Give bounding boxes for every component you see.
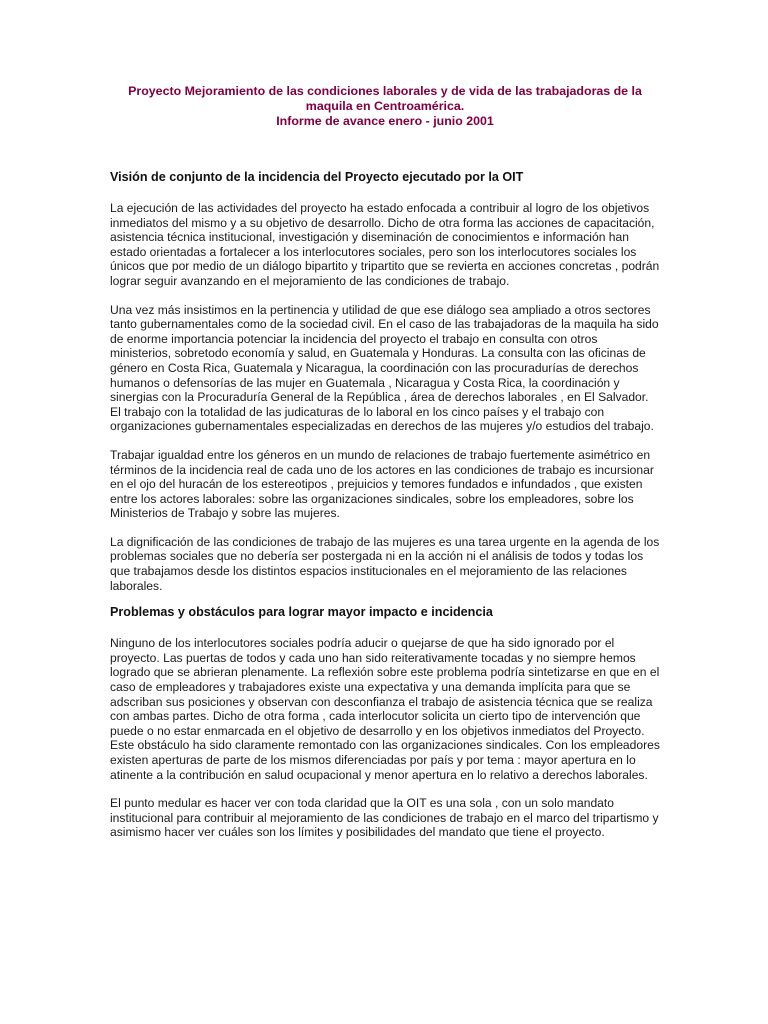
- paragraph-problemas-1: Ninguno de los interlocutores sociales podría aducir o quejarse de que ha sido ignorado por el proyecto. Las puertas de todos y cada uno han sido reiterativamente tocadas y no siempre hemos logrado que se abrieran plenamente. La reflexión sobre este problema podría sintetizarse en que en el caso de empleadores y trabajadores existe una expectativa y una demanda implícita para que se adscriban sus posiciones y observan con desconfianza el trabajo de asistencia técnica que se realiza con ambas partes. Dicho de otra forma , cada interlocutor solicita un cierto tipo de intervención que puede o no estar enmarcada en el objetivo de desarrollo y en los objetivos inmediatos del Proyecto. Este obstáculo ha sido claramente remontado con las organizaciones sindicales. Con los empleadores existen aperturas de parte de los mismos diferenciadas por país y por tema : mayor apertura en lo atinente a la contribución en salud ocupacional y menor apertura en lo relativo a derechos laborales.: [110, 636, 660, 782]
- paragraph-vision-4: La dignificación de las condiciones de trabajo de las mujeres es una tarea urgente en la agenda de los problemas sociales que no debería ser postergada ni en la acción ni el análisis de todos y todas los que trabajamos desde los distintos espacios institucionales en el mejoramiento de las relaciones laborales.: [110, 534, 660, 593]
- document-page: [110, 84, 660, 854]
- title-line-3: Informe de avance enero - junio 2001: [276, 114, 494, 128]
- paragraph-vision-3: Trabajar igualdad entre los géneros en un mundo de relaciones de trabajo fuertemente asimétrico en términos de la incidencia real de cada uno de los actores en las condiciones de trabajo es incursionar en el ojo del huracán de los estereotipos , prejuicios y temores fundados e infundados , que existen entre los actores laborales: sobre las organizaciones sindicales, sobre los empleadores, sobre los Ministerios de Trabajo y sobre las mujeres.: [110, 447, 654, 521]
- paragraph-problemas-2: El punto medular es hacer ver con toda claridad que la OIT es una sola , con un solo mandato institucional para contribuir al mejoramiento de las condiciones de trabajo en el marco del tripartismo y asimismo hacer ver cuáles son los límites y posibilidades del mandato que tiene el proyecto.: [110, 796, 659, 840]
- title-line-2: maquila en Centroamérica.: [305, 99, 465, 113]
- title-line-1: Proyecto Mejoramiento de las condiciones laborales y de vida de las trabajadoras de la: [128, 84, 642, 98]
- document-title: [110, 84, 660, 129]
- section-heading-vision: Visión de conjunto de la incidencia del Proyecto ejecutado por la OIT: [110, 170, 524, 184]
- paragraph-vision-1: La ejecución de las actividades del proyecto ha estado enfocada a contribuir al logro de los objetivos inmediatos del mismo y a su objetivo de desarrollo. Dicho de otra forma las acciones de capacitación, asistencia técnica institucional, investigación y diseminación de conocimientos e información han estado orientadas a fortalecer a los interlocutores sociales, pero son los interlocutores sociales los únicos que por medio de un diálogo bipartito y tripartito que se revierta en acciones concretas , podrán lograr seguir avanzando en el mejoramiento de las condiciones de trabajo.: [110, 201, 660, 288]
- section-heading-problemas: Problemas y obstáculos para lograr mayor impacto e incidencia: [110, 605, 493, 620]
- paragraph-vision-2: Una vez más insistimos en la pertinencia y utilidad de que ese diálogo sea ampliado a otros sectores tanto gubernamentales como de la sociedad civil. En el caso de las trabajadoras de la maquila ha sido de enorme importancia potenciar la incidencia del proyecto el trabajo en consulta con otros ministerios, sobretodo economía y salud, en Guatemala y Honduras. La consulta con las oficinas de género en Costa Rica, Guatemala y Nicaragua, la coordinación con las procuradurías de derechos humanos o defensorías de las mujer en Guatemala , Nicaragua y Costa Rica, la coordinación y sinergias con la Procuraduría General de la República , área de derechos laborales , en El Salvador. El trabajo con la totalidad de las judicaturas de lo laboral en los cinco países y el trabajo con organizaciones gubernamentales especializadas en derechos de las mujeres y/o estudios del trabajo.: [110, 302, 659, 434]
